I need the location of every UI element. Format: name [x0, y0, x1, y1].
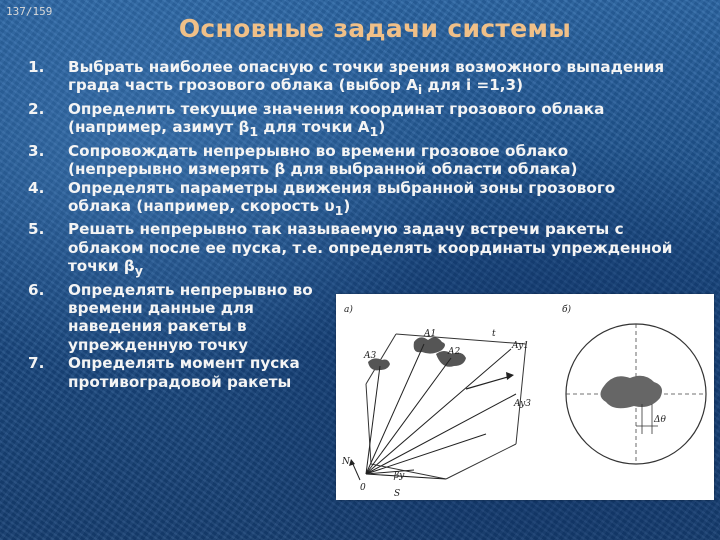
- cloud-tracking-diagram: [336, 294, 714, 500]
- list-item: [28, 58, 678, 100]
- item-text: Определить текущие значения координат грозового облака (например, азимут β: [68, 99, 605, 137]
- trajectory-arrow: [466, 372, 514, 389]
- item-subscript: 1: [369, 124, 379, 140]
- list-item: [28, 179, 678, 221]
- item-text-after: для точки A: [258, 118, 370, 137]
- beta-label: βy: [394, 471, 405, 481]
- t-label: t: [492, 329, 496, 339]
- cloud-in-scope: [600, 376, 662, 409]
- north-arrow: [349, 459, 360, 480]
- list-item: [28, 100, 678, 142]
- south-label: S: [394, 489, 401, 499]
- item-number: 4.: [28, 178, 45, 197]
- list-item: [28, 220, 678, 280]
- diagram-figure: [336, 294, 714, 500]
- ay3-label: Ay3: [514, 399, 531, 409]
- item-number: 5.: [28, 220, 45, 239]
- item-number: 1.: [28, 58, 45, 76]
- list-item: [28, 281, 338, 355]
- item-text: Определять непрерывно во времени данные для наведения ракеты в упрежденную точку: [68, 280, 313, 354]
- item-number: 6.: [28, 280, 45, 299]
- item-number: 7.: [28, 354, 45, 373]
- item-text-after: ): [378, 118, 386, 137]
- a2-label: A2: [448, 347, 461, 357]
- item-subscript: 1: [249, 124, 259, 140]
- item-text: Определять параметры движения выбранной зоны грозового облака (например, скорость υ: [68, 178, 616, 215]
- item-text: Решать непрерывно так называемую задачу встречи ракеты с облаком после ее пуска, т.е. определять координаты упрежденной точки β: [68, 220, 673, 276]
- item-text-after: для i =1,3): [422, 76, 524, 95]
- item-text: Определять момент пуска противоградовой ракеты: [68, 354, 300, 391]
- slide-title: Основные задачи системы: [178, 14, 572, 43]
- list-item: [28, 142, 678, 179]
- item-number: 2.: [28, 99, 45, 118]
- a3-label: A3: [364, 351, 377, 361]
- slide-counter: 137/159: [6, 5, 53, 18]
- ay1-label: Ay1: [512, 341, 529, 351]
- item-subscript: i: [417, 82, 423, 98]
- item-subscript: 1: [334, 202, 344, 218]
- origin-label: 0: [360, 483, 366, 493]
- item-text: Сопровождать непрерывно во времени грозовое облако (непрерывно измерять β для выбранной области облака): [68, 141, 578, 179]
- item-text-after: ): [343, 196, 351, 215]
- list-item: [28, 354, 338, 391]
- delta-label: Δθ: [654, 415, 666, 425]
- item-number: 3.: [28, 141, 45, 160]
- item-subscript: у: [134, 263, 144, 279]
- panel-b-label: б): [562, 305, 572, 315]
- a1-label: A1: [424, 329, 437, 339]
- panel-a-label: а): [344, 305, 353, 315]
- item-text: Выбрать наиболее опасную с точки зрения возможного выпадения града часть грозового облака (выбор A: [68, 58, 665, 95]
- north-label: N: [342, 457, 350, 467]
